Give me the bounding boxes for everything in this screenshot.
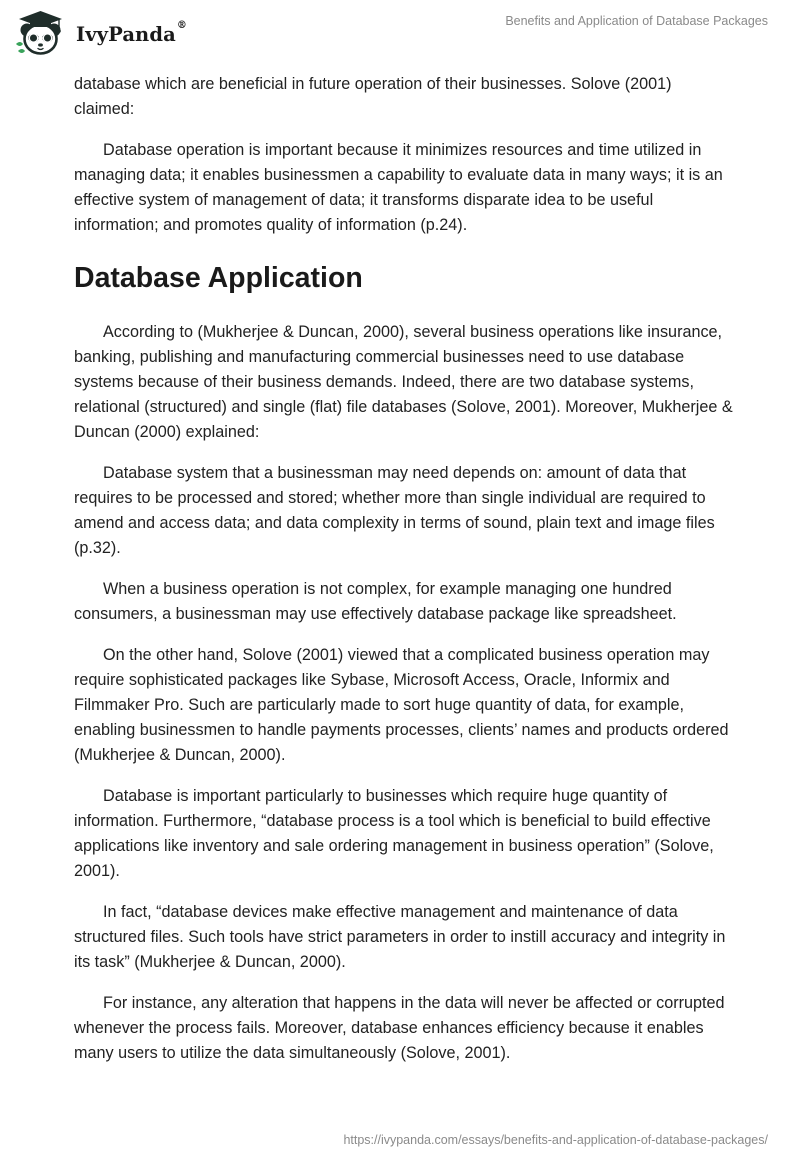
paragraph: Database is important particularly to businesses which require huge quantity of information. Furthermore, “database process is a tool which is beneficial to build effective applications like inventory and sale ordering management in business operation” (Solove, 2001). [74, 787, 714, 880]
paragraph: In fact, “database devices make effective management and maintenance of data structured files. Such tools have strict parameters in order to instill accuracy and integrity in its task” (Mukherjee & Duncan, 2000). [74, 903, 726, 971]
paragraph: According to (Mukherjee & Duncan, 2000), several business operations like insurance, banking, publishing and manufacturing commercial businesses need to use database systems because of their business demands. Indeed, there are two database systems, relational (structured) and single (flat) file databases (Solove, 2001). Moreover, Mukherjee & Duncan (2000) explained: [74, 323, 733, 441]
paragraph: For instance, any alteration that happens in the data will never be affected or corrupted whenever the process fails. Moreover, database enhances efficiency because it enables many users to utilize the data simultaneously (Solove, 2001). [74, 994, 725, 1062]
registered-mark: ® [176, 19, 187, 31]
essay-content [74, 72, 734, 1082]
source-url[interactable]: https://ivypanda.com/essays/benefits-and-application-of-database-packages/ [343, 1133, 768, 1147]
section-heading: Database Application [74, 262, 363, 294]
paragraph: database which are beneficial in future operation of their businesses. Solove (2001) claimed: [74, 75, 672, 118]
block-quote-paragraph: Database operation is important because it minimizes resources and time utilized in managing data; it enables businessmen a capability to evaluate data in many ways; it is an effective system of management of data; it transforms disparate idea to be useful information; and promotes quality of information (p.24). [74, 141, 723, 234]
block-quote-paragraph: Database system that a businessman may need depends on: amount of data that requires to be processed and stored; whether more than single individual are required to amend and access data; and data complexity in terms of sound, plain text and image files (p.32). [74, 464, 715, 557]
panda-graduate-icon [14, 8, 72, 58]
paragraph: When a business operation is not complex, for example managing one hundred consumers, a businessman may use effectively database package like spreadsheet. [74, 580, 677, 623]
page-header [0, 0, 800, 64]
brand-name: IvyPanda® [76, 19, 187, 46]
paragraph: On the other hand, Solove (2001) viewed that a complicated business operation may require sophisticated packages like Sybase, Microsoft Access, Oracle, Informix and Filmmaker Pro. Such are particularly made to sort huge quantity of data, for example, enabling businessmen to handle payments processes, clients’ names and products ordered (Mukherjee & Duncan, 2000). [74, 646, 729, 764]
brand-logo[interactable] [14, 8, 187, 58]
document-title: Benefits and Application of Database Packages [505, 14, 768, 28]
